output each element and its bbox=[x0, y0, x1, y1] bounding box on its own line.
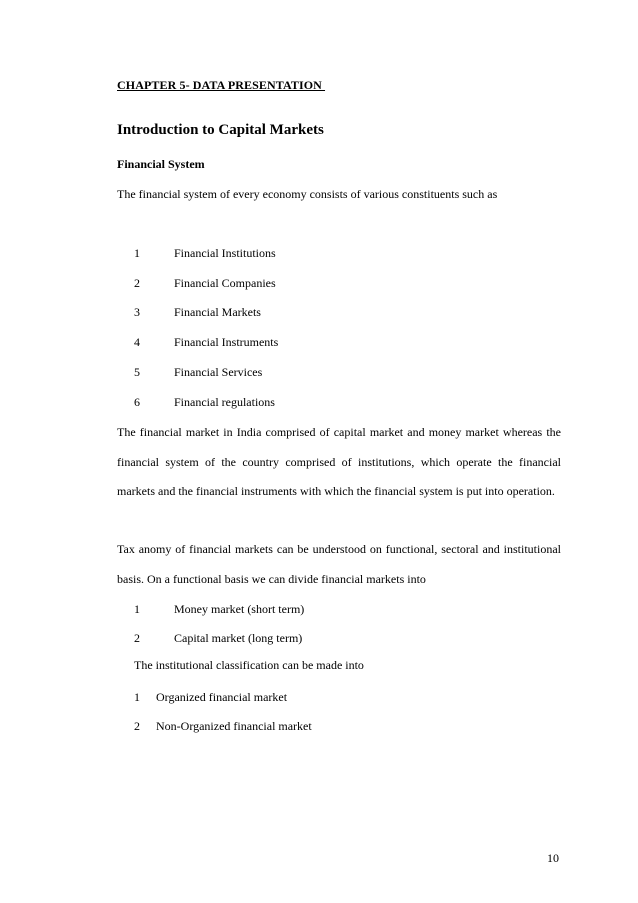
list-number: 4 bbox=[134, 335, 140, 349]
paragraph-financial-market: The financial market in India comprised of capital market and money market whereas the financial system of the country comprised of institutions, which operate the financial markets and the financial instruments with which the financial system is put into operation. bbox=[117, 425, 561, 498]
list-item-text: Non-Organized financial market bbox=[156, 719, 312, 733]
list-number: 2 bbox=[134, 631, 140, 645]
paragraph-taxonomy: Tax anomy of financial markets can be understood on functional, sectoral and institutional basis. On a functional basis we can divide financial markets into bbox=[117, 542, 561, 586]
list-item-text: Money market (short term) bbox=[174, 602, 305, 616]
list-item-text: Financial Companies bbox=[174, 276, 276, 290]
list-number: 2 bbox=[134, 276, 140, 290]
list-item-text: Financial Markets bbox=[174, 305, 261, 319]
institutional-intro-text: The institutional classification can be made into bbox=[134, 658, 364, 672]
list-item-text: Capital market (long term) bbox=[174, 631, 303, 645]
list-number: 1 bbox=[134, 690, 140, 704]
list-number: 5 bbox=[134, 365, 140, 379]
list-number: 6 bbox=[134, 395, 140, 409]
page-number: 10 bbox=[547, 851, 559, 865]
list-item-text: Financial Services bbox=[174, 365, 263, 379]
list-item-text: Financial Institutions bbox=[174, 246, 276, 260]
list-number: 1 bbox=[134, 602, 140, 616]
list-number: 1 bbox=[134, 246, 140, 260]
list-number: 2 bbox=[134, 719, 140, 733]
intro-text: The financial system of every economy consists of various constituents such as bbox=[117, 187, 498, 201]
list-number: 3 bbox=[134, 305, 140, 319]
list-item-text: Financial regulations bbox=[174, 395, 275, 409]
section-title: Introduction to Capital Markets bbox=[117, 122, 324, 138]
list-item-text: Financial Instruments bbox=[174, 335, 279, 349]
chapter-heading: CHAPTER 5- DATA PRESENTATION bbox=[117, 78, 326, 92]
list-item-text: Organized financial market bbox=[156, 690, 288, 704]
subheading: Financial System bbox=[117, 157, 205, 171]
